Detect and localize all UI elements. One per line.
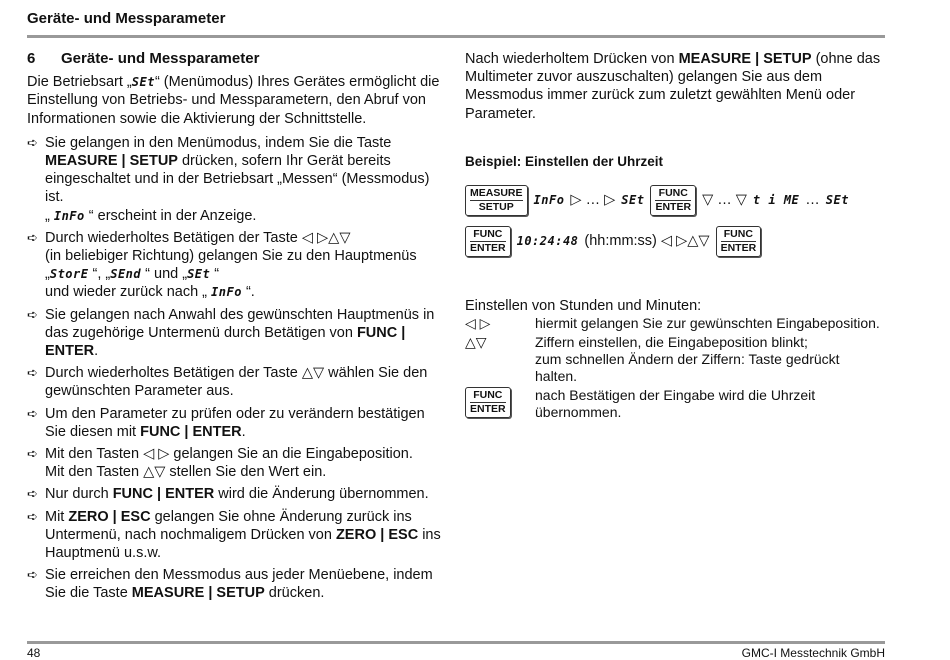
page-number: 48 (27, 646, 41, 660)
key-name: ZERO | ESC (68, 508, 151, 525)
list-item (27, 508, 442, 563)
lcd-set: SEt (825, 193, 849, 208)
text: gelangen Sie ohne Änderung zurück ins Untermenü, nach nochmaligem Drücken von (45, 508, 412, 543)
text: „ (45, 207, 54, 224)
text: Durch wiederholtes Betätigen der Taste ◁ ▷△▽ (45, 229, 351, 246)
list-item (27, 485, 442, 503)
nav-arrows: ▷ … ▷ (570, 192, 616, 209)
text: und wieder zurück nach „ (45, 284, 212, 301)
text: (in beliebiger Richtung) gelangen Sie zu den Hauptmenüs „ (45, 248, 417, 283)
key-name: FUNC | ENTER (45, 324, 406, 360)
text: Mit den Tasten ◁ ▷ gelangen Sie an die Eingabeposition. (45, 446, 413, 463)
key-label-top: FUNC (470, 389, 506, 403)
lcd-info: InFo (53, 208, 85, 223)
instruction-list (27, 134, 442, 603)
key-label-bottom: SETUP (478, 201, 514, 214)
text: Nach wiederholtem Drücken von (465, 51, 679, 67)
left-column (27, 50, 442, 607)
section-heading (27, 50, 442, 68)
key-label-top: FUNC (470, 228, 506, 242)
arrow-icon: ➪ (27, 306, 38, 322)
list-item (27, 134, 442, 225)
ellipsis: … (805, 192, 820, 209)
instructions-title: Einstellen von Stunden und Minuten: (465, 298, 702, 315)
func-enter-key (465, 226, 511, 257)
text: Durch wiederholtes Betätigen der Taste △▽ wählen Sie den gewünschten Parameter aus. (45, 365, 428, 400)
list-item (27, 364, 442, 400)
text: Sie gelangen in den Menümodus, indem Sie die Taste (45, 134, 392, 151)
company-name: GMC-I Messtechnik GmbH (741, 646, 885, 660)
table-cell: hiermit gelangen Sie zur gewünschten Eingabeposition. (535, 315, 880, 332)
arrow-icon: ➪ (27, 405, 38, 421)
intro-text: “ (Menümodus) Ihres Gerätes ermöglicht die Einstellung von Betriebs- und Messparametern, den Abruf von Informationen sowie die Aktivierung der Schnittstelle. (27, 74, 440, 127)
lcd-info: InFo (533, 193, 565, 208)
sequence-row-2 (465, 226, 885, 257)
intro-text: Die Betriebsart „ (27, 74, 132, 91)
text: drücken, sofern Ihr Gerät bereits eingeschaltet und in der Betriebsart „Messen“ (Messmodus) ist. (45, 153, 430, 206)
text: Sie erreichen den Messmodus aus jeder Menüebene, indem Sie die Taste (45, 567, 433, 602)
arrow-icon: ➪ (27, 365, 38, 381)
list-item (27, 405, 442, 441)
func-enter-key (716, 226, 762, 257)
header-rule (27, 35, 885, 38)
arrow-icon: ➪ (27, 446, 38, 462)
arrow-keys-left-right: ◁ ▷ (465, 315, 491, 332)
arrow-icon: ➪ (27, 229, 38, 245)
text: zum schnellen Ändern der Ziffern: Taste gedrückt halten. (535, 351, 840, 385)
key-label-bottom: ENTER (720, 242, 757, 255)
list-item (27, 566, 442, 602)
lcd-time: t i ME (752, 193, 800, 208)
key-label-bottom: ENTER (470, 242, 506, 255)
text: Sie gelangen nach Anwahl des gewünschten Hauptmenüs in das zugehörige Untermenü durch Betätigen von (45, 306, 435, 341)
key-label-bottom: ENTER (470, 403, 506, 416)
text: “ erscheint in der Anzeige. (84, 207, 257, 224)
arrow-icon: ➪ (27, 134, 38, 150)
arrow-keys-up-down: △▽ (465, 334, 487, 351)
key-name: FUNC | ENTER (112, 486, 215, 503)
arrow-icon: ➪ (27, 486, 38, 502)
key-name: MEASURE | SETUP (131, 585, 265, 602)
footer-rule (27, 641, 885, 644)
lcd-info: InFo (211, 285, 242, 300)
table-cell: nach Bestätigen der Eingabe wird die Uhrzeit übernommen. (535, 387, 816, 421)
text: . (241, 423, 246, 440)
measure-setup-key (465, 185, 528, 216)
text: Nur durch (45, 486, 113, 503)
text: “ (210, 266, 220, 283)
text: ins Hauptmenü u.s.w. (45, 526, 441, 562)
arrow-icon: ➪ (27, 508, 38, 524)
intro-paragraph (27, 73, 442, 128)
list-item (27, 306, 442, 361)
table-cell (535, 334, 885, 385)
sequence-row-1 (465, 185, 885, 216)
key-label-bottom: ENTER (655, 201, 692, 214)
key-name: FUNC | ENTER (140, 423, 242, 440)
example-title: Beispiel: Einstellen der Uhrzeit (465, 153, 664, 169)
text: Mit (45, 508, 69, 525)
text: “ und „ (141, 266, 188, 283)
key-name: MEASURE | SETUP (45, 153, 178, 170)
text: Ziffern einstellen, die Eingabeposition blinkt; (535, 334, 808, 351)
func-enter-key (650, 185, 696, 216)
nav-arrows: ▽ … ▽ (702, 192, 747, 209)
right-paragraph (465, 50, 885, 123)
text: Um den Parameter zu prüfen oder zu verändern bestätigen Sie diesen mit (45, 405, 425, 440)
lcd-clock: 10:24:48 (516, 234, 579, 249)
lcd-store: StorE (49, 267, 89, 282)
text: (ohne das Multimeter zuvor auszuschalten) gelangen Sie aus dem Messmodus immer zurück zum zuletzt gewählten Menü oder Parameter. (465, 51, 881, 122)
instructions-table (465, 315, 885, 421)
lcd-send: SEnd (110, 267, 142, 282)
text: “, „ (88, 266, 111, 283)
running-header: Geräte- und Messparameter (27, 10, 226, 27)
key-name: MEASURE | SETUP (678, 51, 812, 67)
arrow-icon: ➪ (27, 567, 38, 583)
key-label-top: MEASURE (470, 187, 523, 200)
section-number: 6 (27, 50, 36, 67)
lcd-set: SEt (187, 267, 211, 282)
text: Mit den Tasten △▽ stellen Sie den Wert ein. (45, 464, 327, 481)
func-enter-key (465, 387, 511, 418)
key-label-top: FUNC (655, 187, 691, 201)
text: wird die Änderung übernommen. (214, 486, 429, 503)
func-enter-cell (465, 387, 535, 421)
list-item (27, 445, 442, 481)
text: drücken. (264, 585, 325, 602)
lcd-set: SEt (621, 193, 645, 208)
key-label-top: FUNC (721, 228, 757, 242)
text: . (94, 343, 99, 360)
right-column (465, 50, 885, 421)
section-title: Geräte- und Messparameter (61, 50, 260, 67)
key-name: ZERO | ESC (335, 526, 419, 543)
lcd-set: SEt (131, 75, 155, 90)
list-item (27, 229, 442, 302)
text: “. (241, 284, 255, 301)
format-text: (hh:mm:ss) ◁ ▷△▽ (584, 233, 710, 250)
